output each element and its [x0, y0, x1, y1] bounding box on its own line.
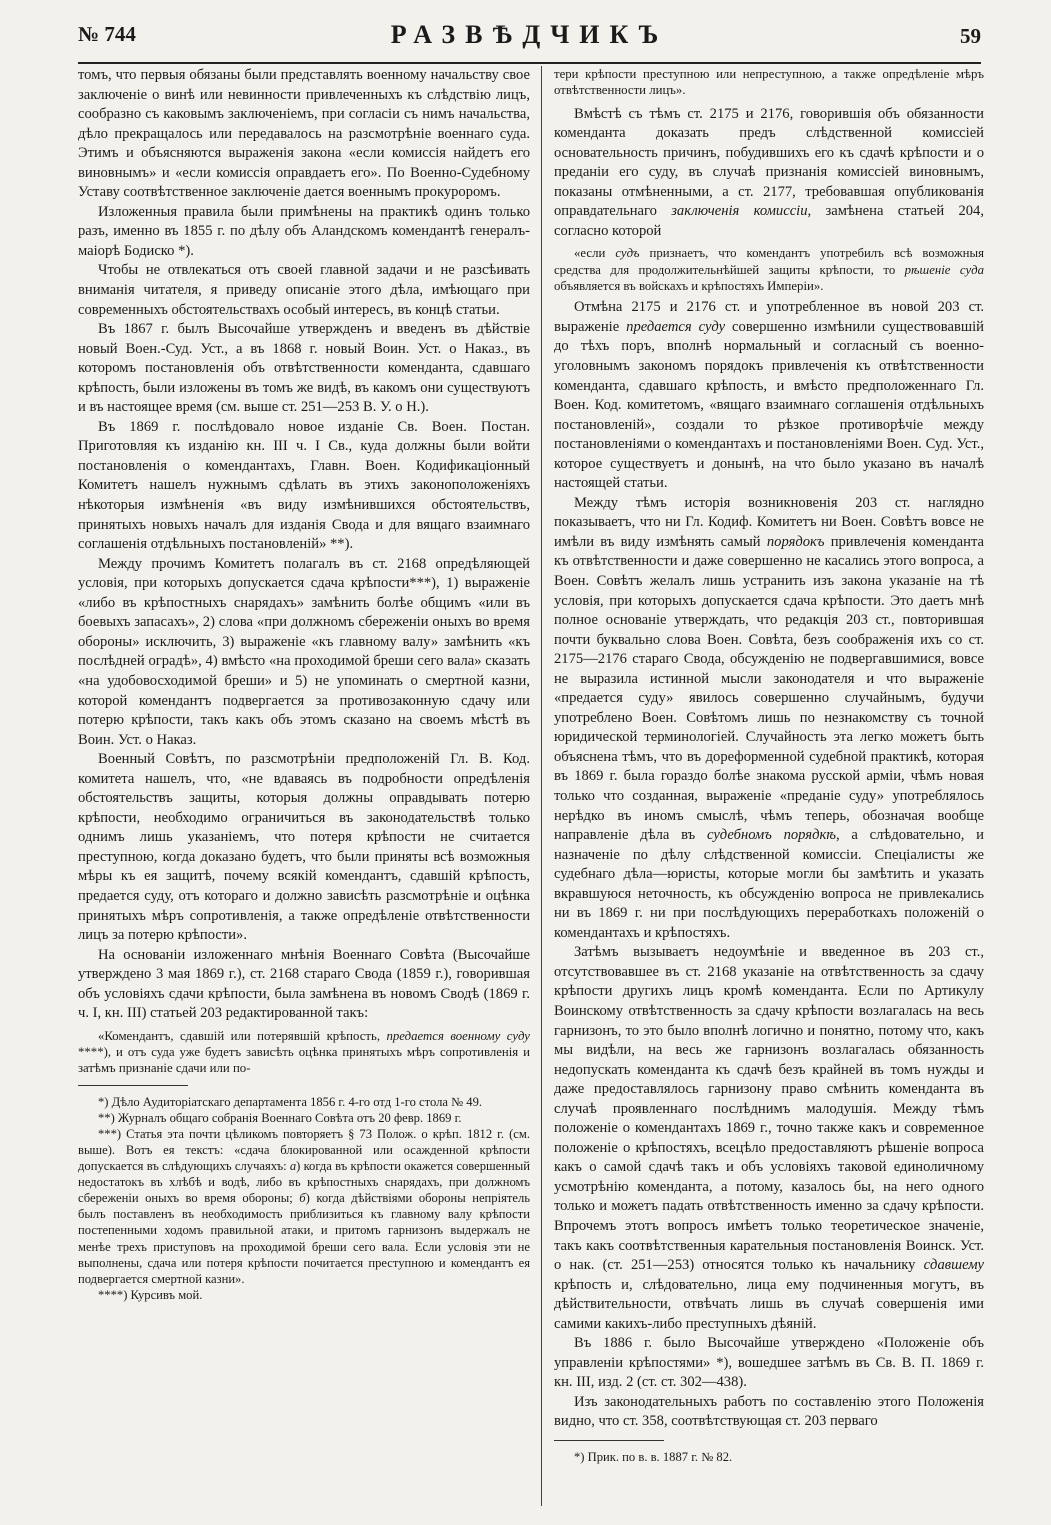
paragraph: Между прочимъ Комитетъ полагалъ въ ст. 2168 опредѣляющей условія, при которыхъ допускается сдача крѣпости***), 1) выраженіе «либо въ крѣпостныхъ снарядахъ» замѣнить болѣе общимъ «или въ боевыхъ запасахъ», 2) слова «при должномъ сбереженіи оныхъ во время обороны» исключить, 3) выраженіе «къ главному валу» замѣнить «къ послѣдней оградѣ», 4) вмѣсто «на проходимой бреши сего вала» сказать «на удобовосходимой бреши» и 5) не упоминать о смертной казни, которой комендантъ подвергается за противозаконную сдачу или потерю крѣпости, такъ какъ объ этомъ сказано на своемъ мѣстѣ въ Воин. Уст. о Наказ. [78, 555, 530, 748]
left-column [78, 66, 530, 1496]
paragraph: томъ, что первыя обязаны были представлять военному начальству свое заключеніе о винѣ или невинности привлеченныхъ къ слѣдствію лицъ, сообразно съ каковымъ заключеніемъ, при согласіи съ нимъ начальства, дѣло прекращалось или передавалось на разсмотрѣніе военнаго суда. Этимъ и объясняются выраженія закона «если комиссія найдетъ его виновнымъ» и «если комиссія оправдаетъ его». По Военно-Судебному Уставу соотвѣтственное заключеніе дается военнымъ прокуроромъ. [78, 67, 530, 201]
paragraph-text: Затѣмъ вызываетъ недоумѣніе и введенное въ 203 ст., отсутствовавшее въ ст. 2168 указаніе на отвѣтственность за сдачу крѣпости другихъ лицъ кромѣ коменданта. Если по Артикулу Воинскому отвѣтственность за сдачу крѣпости возлагалась на весь гарнизонъ, то это было вполнѣ логично и понятно, потому что, какъ мы видѣли, на весь же гарнизонъ возлагалась обязанность недопускать коменданта къ сдачѣ безъ крайней въ томъ нужды и даже предоставлялось гарнизону право смѣнить коменданта въ случаѣ проявленнаго послѣднимъ малодушія. Между тѣмъ положеніе о комендантахъ 1869 г., точно также какъ и современное положеніе о крѣпостяхъ, всецѣло предоставляютъ рѣшеніе вопроса какъ о самой сдачѣ такъ и объ условіяхъ таковой единоличному усмотрѣнію коменданта, а потому, казалось бы, на него одного только и можетъ падать отвѣтственность именно за сдачу крѣпости. Впрочемъ этотъ вопросъ имѣетъ только теоретическое значеніе, такъ какъ соотвѣтственныя карательныя постановленія Воинск. Уст. о нак. (ст. 251—253) относятся только къ начальнику [554, 944, 984, 1274]
paragraph: Военный Совѣтъ, по разсмотрѣніи предположеній Гл. В. Код. комитета нашелъ, что, «не вдаваясь въ подробности опредѣленія обстоятельствъ защиты, которыя должны оправдывать потерю крѣпости, необходимо ограничиться въ законодательствѣ только однимъ лишь указаніемъ, что потеря крѣпости не считается преступною, когда доказано будетъ, что были приняты всѣ возможныя мѣры къ ея защитѣ, почему всякій комендантъ, сдавшій крѣпость, предается суду, отъ котораго и должно зависѣть разсмотрѣніе и оцѣнка принятыхъ мѣръ сопротивленія, а также опредѣленіе отвѣтственности лицъ за потерю крѣпости». [78, 751, 530, 944]
footnote: **) Журналъ общаго собранія Военнаго Совѣта отъ 20 февр. 1869 г. [98, 1110, 462, 1125]
paragraph: Въ 1867 г. былъ Высочайше утвержденъ и введенъ въ дѣйствіе новый Воен.-Суд. Уст., а въ 1868 г. новый Воин. Уст. о Наказ., въ которомъ постановленія объ отвѣтственности коменданта, сдавшаго крѣпость, были изложены въ томъ же видѣ, въ какомъ они существуютъ и въ настоящее время (см. выше ст. 251—253 В. У. о Н.). [78, 321, 530, 416]
paragraph: Чтобы не отвлекаться отъ своей главной задачи и не разсѣивать вниманія читателя, я приведу описаніе этого дѣла, имѣющаго при современныхъ обстоятельствахъ особый интересъ, въ концѣ статьи. [78, 262, 530, 318]
quote-text: «если [574, 246, 616, 261]
quote-text: объявляется въ войскахъ и крѣпостяхъ Имперіи». [554, 279, 824, 294]
quote-italic: предается военному суду [386, 1028, 530, 1043]
paragraph-text: привлеченія коменданта къ отвѣтственности и даже совершенно не касались этого вопроса, а Воен. Совѣтъ желалъ лишь устранить изъ закона указаніе на тѣ условія, при которыхъ допускается сдача крѣпости. Это даетъ мнѣ полное основаніе утверждать, что редакція 203 ст., повторившая почти буквально слова Воен. Совѣта, безъ соображенія ихъ со ст. 2175—2176 стараго Свода, обсужденію не подвергавшимися, вовсе не выразила истинной мысли законодателя и что выраженіе «предается суду» явилось совершенно случайнымъ, будучи употреблено Воен. Совѣтомъ лишь по незнакомству съ точной юридической терминологіей. Случайность эта легко можетъ быть объяснена тѣмъ, что въ дореформенной судебной практикѣ, которая въ 1869 г. была гораздо болѣе знакома русской арміи, чѣмъ новая только что созданная, выраженіе «преданіе суду» употреблялось нерѣдко въ иномъ смыслѣ, чѣмъ теперь, обозначая вообще направленіе дѣла въ [554, 533, 984, 844]
footnote-letter: а [289, 1159, 297, 1174]
quote-continuation: тери крѣпости преступною или непреступною, а также опредѣленіе мѣръ отвѣтственности лицъ». [554, 67, 984, 98]
paragraph: На основаніи изложеннаго мнѣнія Военнаго Совѣта (Высочайше утверждено 3 мая 1869 г.), ст. 2168 стараго Свода (1859 г.), говорившая объ условіяхъ сдачи крѣпости, была замѣнена въ новомъ Сводѣ (1869 г. ч. I, кн. III) статьей 203 редактированной такъ: [78, 946, 530, 1022]
quote-italic: рѣшеніе суда [904, 262, 984, 277]
paragraph-text: крѣпость и, слѣдовательно, лица ему подчиненныя могутъ, въ дѣйствительности, отвѣчать лишь въ случаѣ совершенія ими самими какихъ-либо преступныхъ дѣяній. [554, 1276, 984, 1332]
footnote-rule [78, 1085, 188, 1086]
footnote-letter: б [299, 1191, 306, 1206]
paragraph-text: Между тѣмъ исторія возникновенія 203 ст. наглядно показываетъ, что ни Гл. Кодиф. Комитетъ ни Воен. Совѣтъ вовсе не имѣли въ виду измѣнять самый [554, 494, 984, 550]
paragraph-text: , а слѣдовательно, и назначеніе по дѣлу слѣдственной комиссіи. Спеціалисты же судебнаго дѣла—юристы, которые могли бы замѣтить и указать вкравшуюся неточность, къ обсужденію вопроса не привлекались ни въ 1869 г. ни при послѣдующихъ переработкахъ положеній о комендантахъ и крѣпостяхъ. [554, 827, 984, 941]
footnote: ****) Курсивъ мой. [98, 1287, 203, 1302]
paragraph [554, 298, 984, 493]
paragraph-italic: заключенія комиссіи [671, 203, 808, 220]
paragraph [554, 943, 984, 1334]
paragraph [554, 494, 984, 944]
paragraph: Въ 1869 г. послѣдовало новое изданіе Св. Воен. Постан. Приготовляя къ изданію кн. III ч. I Св., куда должны были войти постановленія о комендантахъ, Главн. Воен. Кодификаціонный Комитетъ нашелъ нужнымъ сдѣлать въ этихъ законоположеніяхъ нѣкоторыя измѣненія «въ виду измѣнившихся обстоятельствъ, принятыхъ новыхъ началъ для изданія Свода и для вящаго взаимнаго соглашенія отдѣльныхъ постановленій» **). [78, 418, 530, 553]
quote-text: признаетъ, что комендантъ употребилъ всѣ возможныя средства для продолжительнѣйшей защиты крѣпости, то [554, 246, 984, 277]
footnote [78, 1126, 530, 1287]
paragraph: Изъ законодательныхъ работъ по составленію этого Положенія видно, что ст. 358, соотвѣтствующая ст. 203 перваго [554, 1393, 984, 1430]
footnote-text: ) когда дѣйствіями обороны непріятель былъ поставленъ въ необходимость приблизиться къ главному валу крѣпости постепенными ходомъ правильной атаки, и притомъ гарнизонъ выдержалъ не менѣе трехъ приступовъ на проходимой бреши сего вала. Если условія эти не выполнены, сдача или потеря крѣпости почитается преступною и комендантъ ея подвергается смертной казни». [78, 1191, 530, 1286]
paragraph: Изложенныя правила были примѣнены на практикѣ одинъ только разъ, именно въ 1855 г. по дѣлу объ Аландскомъ комендантѣ генералъ-маіорѣ Бодиско *). [78, 203, 530, 259]
page-number: 59 [960, 24, 981, 48]
paragraph [554, 105, 984, 242]
right-column [554, 66, 984, 1506]
paragraph-text: , замѣнена статьей 204, согласно которой [554, 203, 984, 239]
paragraph-text: Отмѣна 2175 и 2176 ст. и употребленное въ новой 203 ст. выраженіе [554, 299, 984, 335]
paragraph-italic: сдавшему [923, 1257, 984, 1274]
quote-text: «Комендантъ, сдавшій или потерявшій крѣпость, [98, 1028, 387, 1043]
journal-title: РАЗВѢДЧИКЪ [390, 20, 669, 49]
paragraph-text: совершенно измѣнили существовавшій до тѣхъ поръ, вполнѣ нормальный и согласный съ военно-уголовнымъ закономъ порядокъ привлеченія къ отвѣтственности коменданта, сдавшаго крѣпость, и вмѣсто предположеннаго Гл. Воен. Код. комитетомъ, «вящаго взаимнаго соглашенія отдѣльныхъ постановленій», создали то рѣзкое противорѣчіе между постановленіями о комендантахъ и постановленіями Воен. Суд. Уст., которое существуетъ и донынѣ, на что было указано въ началѣ настоящей статьи. [554, 318, 984, 492]
paragraph-italic: судебномъ порядкѣ [706, 827, 837, 844]
column-divider [541, 66, 542, 1506]
footnote-text: ) когда въ крѣпости окажется совершенный недостатокъ въ хлѣбѣ и водѣ, либо въ крѣпостныхъ снарядахъ, при должномъ сбереженіи оныхъ во время обороны; [78, 1159, 530, 1206]
issue-number: № 744 [78, 22, 136, 46]
paragraph: Въ 1886 г. было Высочайше утверждено «Положеніе объ управленіи крѣпостями» *), вошедшее затѣмъ въ Св. В. П. 1869 г. кн. III, изд. 2 (ст. ст. 302—438). [554, 1335, 984, 1391]
page-header [78, 18, 981, 64]
law-quote [78, 1028, 530, 1077]
paragraph-text: Вмѣстѣ съ тѣмъ ст. 2175 и 2176, говорившія объ обязанности коменданта доказать предъ слѣдственной комиссіей основательность причинъ, побудившихъ его къ сдачѣ крѣпости и о преданіи его суду, въ случаѣ признанія комиссіей виновнымъ, показаны отмѣненными, а ст. 2177, требовавшая опубликованія оправдательнаго [554, 105, 984, 220]
quote-text: ****), и отъ суда уже будетъ зависѣть оцѣнка принятыхъ мѣръ сопротивленія и затѣмъ признаніе сдачи или по- [78, 1045, 530, 1076]
paragraph-italic: предается суду [626, 318, 726, 335]
footnote-text: ***) Статья эта почти цѣликомъ повторяетъ § 73 Полож. о крѣп. 1812 г. (см. выше). Вотъ ея текстъ: «сдача блокированной или осажденной крѣпости допускается въ слѣдующихъ случаяхъ: [78, 1126, 530, 1174]
footnote: *) Прик. по в. в. 1887 г. № 82. [574, 1450, 733, 1465]
paragraph-italic: порядокъ [766, 533, 825, 550]
quote-italic: судъ [615, 246, 640, 261]
footnote: *) Дѣло Аудиторіатскаго департамента 1856 г. 4-го отд 1-го стола № 49. [98, 1094, 483, 1109]
footnote-rule [554, 1440, 664, 1441]
law-quote [554, 245, 984, 294]
